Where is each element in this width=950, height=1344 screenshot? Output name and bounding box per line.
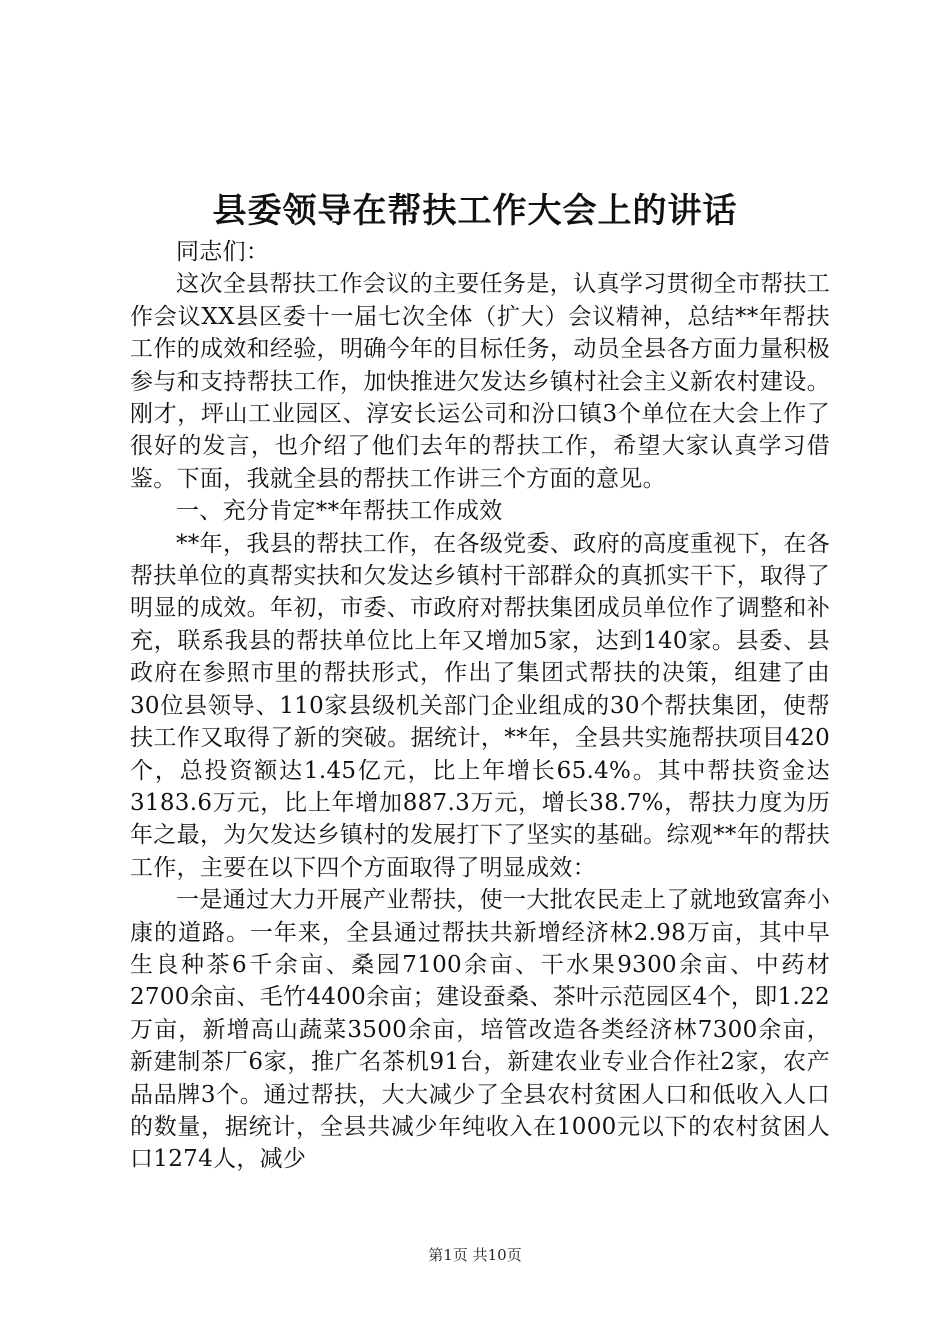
section-heading: 一、充分肯定**年帮扶工作成效 [176, 498, 503, 525]
salutation-paragraph: 同志们： [176, 239, 270, 265]
body-paragraph: 这次全县帮扶工作会议的主要任务是，认真学习贯彻全市帮扶工作会议XX县区委十一届七次全体（扩大）会议精神，总结**年帮扶工作的成效和经验，明确今年的目标任务，动员全县各方面力量积极参与和支持帮扶工作，加快推进欠发达乡镇村社会主义新农村建设。刚才，坪山工业园区、淳安长运公司和汾口镇3个单位在大会上作了很好的发言，也介绍了他们去年的帮扶工作，希望大家认真学习借鉴。下面，我就全县的帮扶工作讲三个方面的意见。 [130, 271, 830, 492]
document-body [130, 236, 830, 1176]
page-number-footer: 第1页 共10页 [428, 1246, 522, 1264]
document-title: 县委领导在帮扶工作大会上的讲话 [212, 191, 738, 231]
body-paragraph: 一是通过大力开展产业帮扶，使一大批农民走上了就地致富奔小康的道路。一年来，全县通过帮扶共新增经济林2.98万亩，其中早生良种茶6千余亩、桑园7100余亩、干水果9300余亩、中药材2700余亩、毛竹4400余亩；建设蚕桑、茶叶示范园区4个，即1.22万亩，新增高山蔬菜3500余亩，培管改造各类经济林7300余亩，新建制茶厂6家，推广名茶机91台，新建农业专业合作社2家，农产品品牌3个。通过帮扶，大大减少了全县农村贫困人口和低收入人口的数量，据统计，全县共减少年纯收入在1000元以下的农村贫困人口1274人，减少 [130, 887, 830, 1173]
body-paragraph: **年，我县的帮扶工作，在各级党委、政府的高度重视下，在各帮扶单位的真帮实扶和欠发达乡镇村干部群众的真抓实干下，取得了明显的成效。年初，市委、市政府对帮扶集团成员单位作了调整和补充，联系我县的帮扶单位比上年又增加5家，达到140家。县委、县政府在参照市里的帮扶形式，作出了集团式帮扶的决策，组建了由30位县领导、110家县级机关部门企业组成的30个帮扶集团，使帮扶工作又取得了新的突破。据统计，**年，全县共实施帮扶项目420个，总投资额达1.45亿元，比上年增长65.4%。其中帮扶资金达3183.6万元，比上年增加887.3万元，增长38.7%，帮扶力度为历年之最，为欠发达乡镇村的发展打下了坚实的基础。综观**年的帮扶工作，主要在以下四个方面取得了明显成效： [130, 530, 830, 881]
